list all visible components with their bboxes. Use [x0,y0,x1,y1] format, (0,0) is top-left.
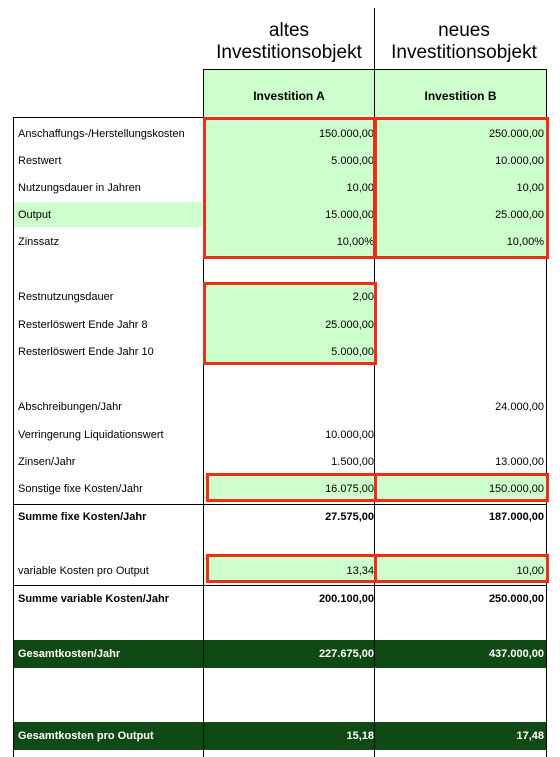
value-a-verringerung: 10.000,00 [325,429,374,441]
highlight-box-inputs-b [373,117,549,259]
value-b-nutzungsdauer: 10,00 [516,182,544,194]
table-left-border [13,117,14,757]
highlight-box-sonstige-b [374,473,549,502]
value-b-restwert: 10.000,00 [495,155,544,167]
value-a-variable: 13,34 [346,565,374,577]
value-a-restwert: 5.000,00 [331,155,374,167]
value-a-gesamtkosten: 227.675,00 [318,648,374,660]
value-b-sonstige: 150.000,00 [488,483,544,495]
value-b-gesamtkosten: 437.000,00 [488,648,544,660]
value-b-zinsen: 13.000,00 [495,456,544,468]
row-label-variable: variable Kosten pro Output [18,565,149,577]
value-a-gesamtkosten-output: 15,18 [346,730,374,742]
row-label-abschreibungen: Abschreibungen/Jahr [18,401,122,413]
row-label-gesamtkosten: Gesamtkosten/Jahr [18,648,121,660]
value-b-gesamtkosten-output: 17,48 [516,730,544,742]
row-label-anschaffung: Anschaffungs-/Herstellungskosten [18,128,185,140]
row-label-restwert: Restwert [18,155,62,167]
value-a-output: 15.000,00 [325,209,374,221]
divider-top [374,8,375,70]
value-b-summe-fix: 187.000,00 [488,511,544,523]
row-label-sonstige: Sonstige fixe Kosten/Jahr [18,483,143,495]
value-a-nutzungsdauer: 10,00 [346,182,374,194]
value-a-zinssatz: 10,00% [336,236,374,248]
summe-var-top-border [13,585,547,586]
value-a-resterloes-10: 5.000,00 [331,346,374,358]
value-a-restnutzungsdauer: 2,00 [352,291,374,303]
highlight-box-variable-a [206,554,377,583]
row-label-zinsen: Zinsen/Jahr [18,456,76,468]
value-b-variable: 10,00 [516,565,544,577]
header-new-line2: Investitionsobjekt [391,42,537,63]
row-label-nutzungsdauer: Nutzungsdauer in Jahren [18,182,141,194]
highlight-box-inputs-a [203,117,377,259]
header-old-object [204,20,374,64]
highlight-box-rest-a [203,282,377,365]
header-new-object [374,20,554,64]
row-label-resterloes-10: Resterlöswert Ende Jahr 10 [18,346,154,358]
row-label-verringerung: Verringerung Liquidationswert [18,429,164,441]
column-header-investition-b: Investition B [424,89,497,103]
row-label-restnutzungsdauer: Restnutzungsdauer [18,291,114,303]
header-new-line1: neues [438,20,490,41]
header-old-line1: altes [268,20,310,41]
value-b-summe-var: 250.000,00 [488,593,544,605]
column-header-investition-a: Investition A [253,89,325,103]
value-a-anschaffung: 150.000,00 [318,128,374,140]
value-b-output: 25.000,00 [495,209,544,221]
row-label-output: Output [18,209,52,221]
value-a-sonstige: 16.075,00 [325,483,374,495]
row-label-summe-fix: Summe fixe Kosten/Jahr [18,511,147,523]
value-b-abschreibungen: 24.000,00 [495,401,544,413]
header-old-line2: Investitionsobjekt [216,42,362,63]
row-label-gesamtkosten-output: Gesamtkosten pro Output [18,730,154,742]
value-a-resterloes-8: 25.000,00 [325,319,374,331]
row-label-summe-var: Summe variable Kosten/Jahr [18,593,170,605]
value-a-zinsen: 1.500,00 [331,456,374,468]
row-label-resterloes-8: Resterlöswert Ende Jahr 8 [18,319,148,331]
summe-fix-top-border [13,504,547,505]
value-a-summe-var: 200.100,00 [318,593,374,605]
value-b-zinssatz: 10,00% [506,236,544,248]
highlight-box-sonstige-a [206,473,377,502]
header-top-border [203,69,547,70]
value-a-summe-fix: 27.575,00 [325,511,374,523]
highlight-box-variable-b [374,554,549,583]
row-label-zinssatz: Zinssatz [18,236,59,248]
value-b-anschaffung: 250.000,00 [488,128,544,140]
